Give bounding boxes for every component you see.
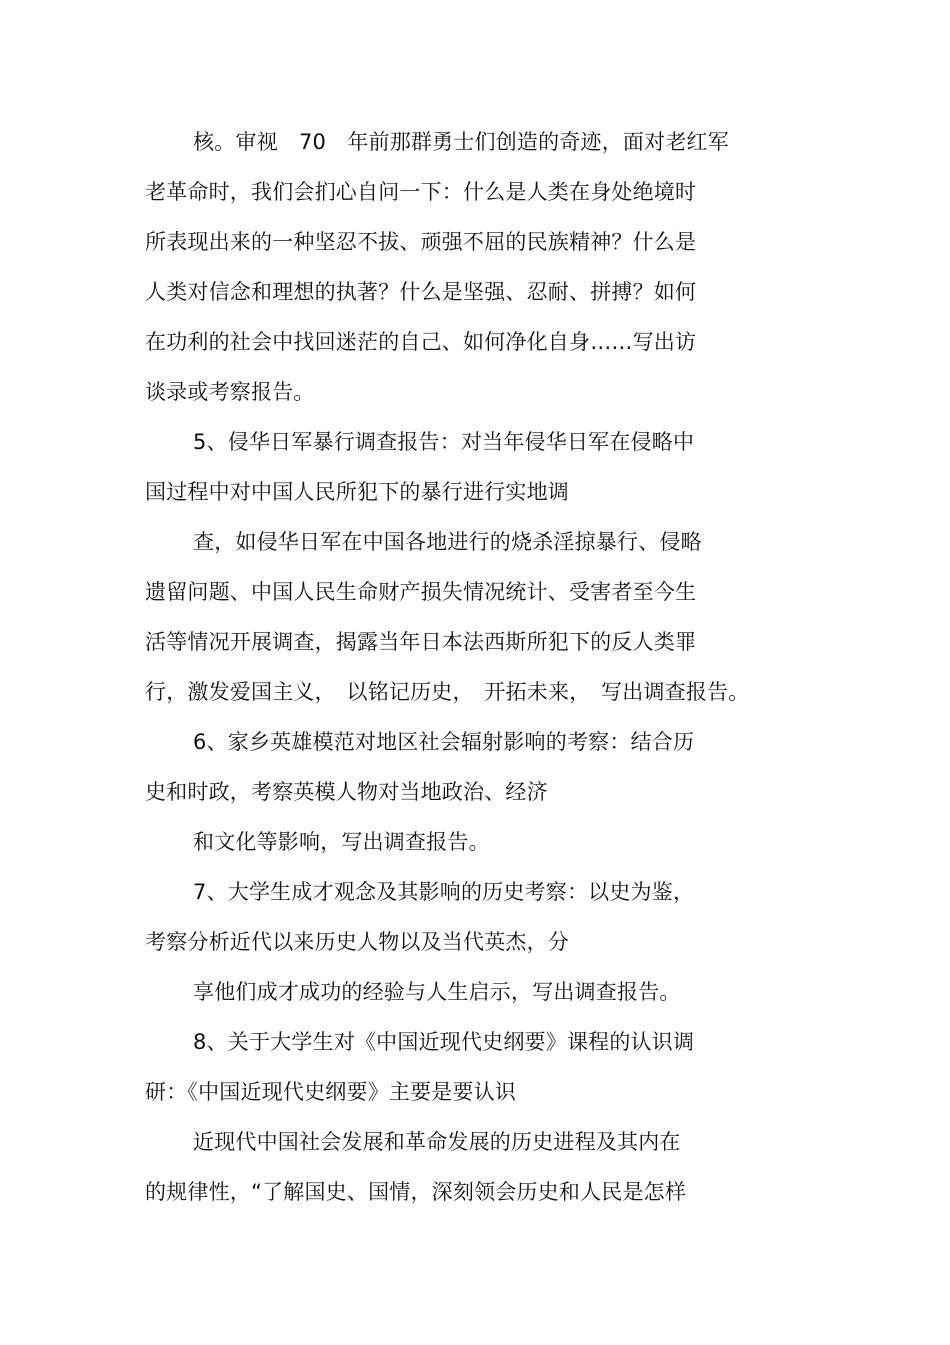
text-line: 活等情况开展调查，揭露当年日本法西斯所犯下的反人类罪 [145,630,697,654]
text-line: 6、家乡英雄模范对地区社会辐射影响的考察：结合历 [193,730,695,754]
text-line: 的规律性，“了解国史、国情，深刻领会历史和人民是怎样 [145,1180,687,1204]
text-line: 人类对信念和理想的执著？什么是坚强、忍耐、拼搏？如何 [145,280,697,304]
text-line: 在功利的社会中找回迷茫的自己、如何净化自身……写出访 [145,330,697,354]
text-line: 考察分析近代以来历史人物以及当代英杰，分 [145,930,569,954]
text-line: 行，激发爱国主义， 以铭记历史， 开拓未来， 写出调查报告。 [145,680,750,704]
text-line: 享他们成才成功的经验与人生启示，写出调查报告。 [193,980,681,1004]
text-line: 所表现出来的一种坚忍不拔、顽强不屈的民族精神？什么是 [145,230,697,254]
text-line: 和文化等影响，写出调查报告。 [193,830,490,854]
text-line: 研：《中国近现代史纲要》主要是要认识 [145,1080,517,1104]
text-line: 7、大学生成才观念及其影响的历史考察：以史为鉴， [193,880,695,904]
text-line: 国过程中对中国人民所犯下的暴行进行实地调 [145,480,569,504]
text-line: 核。审视 70 年前那群勇士们创造的奇迹，面对老红军 [193,130,729,154]
text-line: 老革命时，我们会扪心自问一下：什么是人类在身处绝境时 [145,180,697,204]
text-line: 5、侵华日军暴行调查报告：对当年侵华日军在侵略中 [193,430,695,454]
text-line: 近现代中国社会发展和革命发展的历史进程及其内在 [193,1130,681,1154]
text-line: 8、关于大学生对《中国近现代史纲要》课程的认识调 [193,1030,695,1054]
text-line: 查，如侵华日军在中国各地进行的烧杀淫掠暴行、侵略 [193,530,702,554]
text-line: 谈录或考察报告。 [145,380,315,404]
text-line: 遗留问题、中国人民生命财产损失情况统计、受害者至今生 [145,580,697,604]
text-line: 史和时政，考察英模人物对当地政治、经济 [145,780,548,804]
